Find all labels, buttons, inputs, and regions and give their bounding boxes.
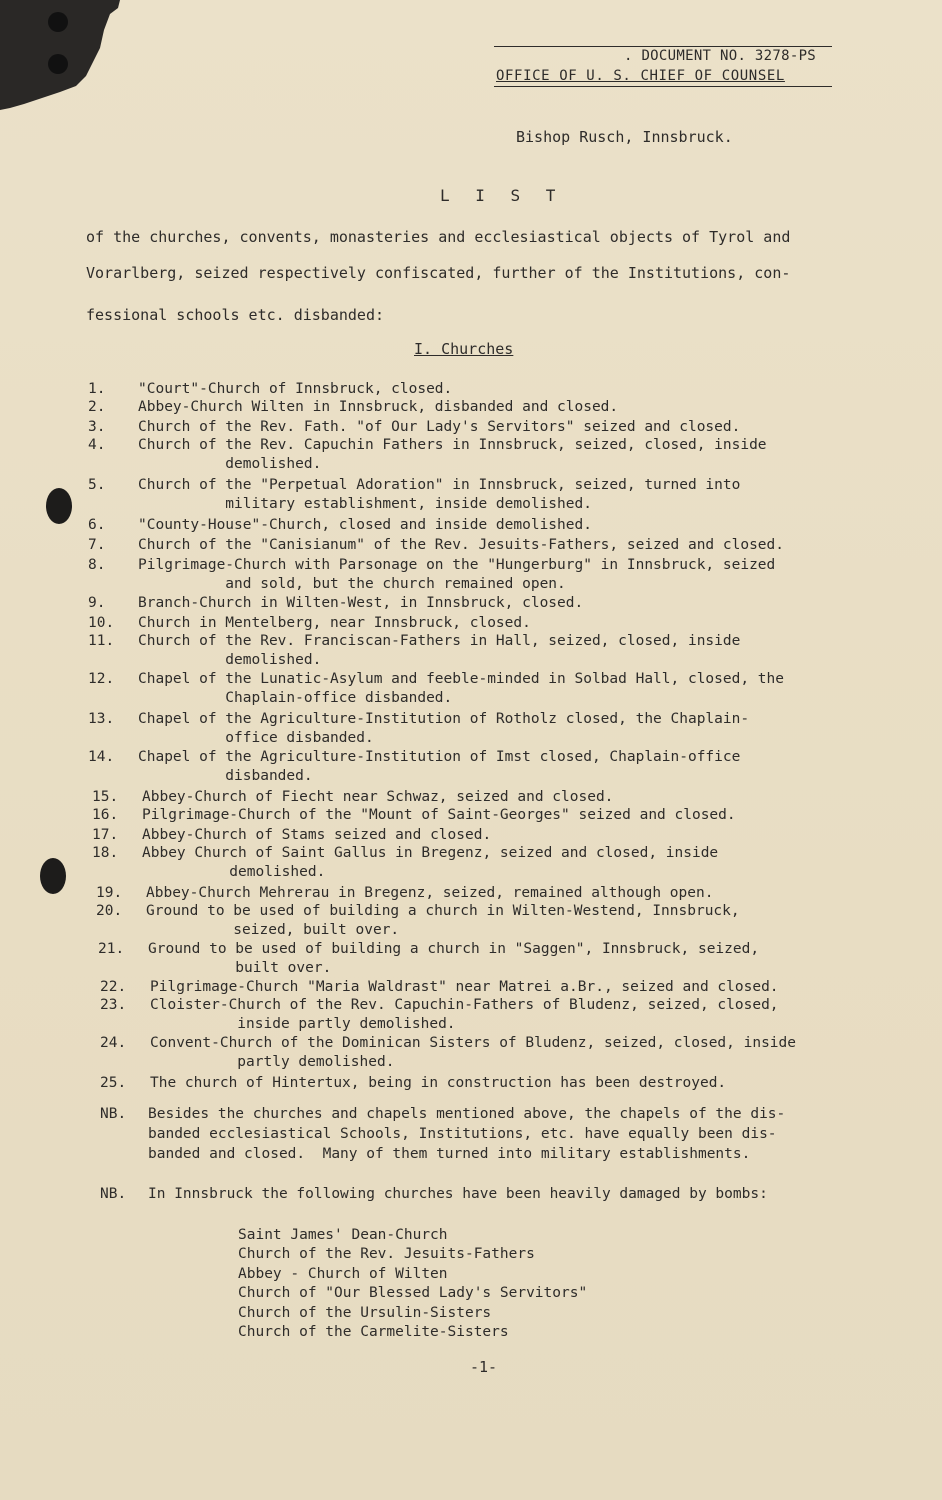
note-label: NB. xyxy=(100,1186,127,1202)
item-number: 20. xyxy=(96,903,123,919)
item-text-line: Pilgrimage-Church of the "Mount of Saint-Georges" seized and closed. xyxy=(142,807,736,823)
item-number: 5. xyxy=(88,477,106,493)
item-text-line: Ground to be used of building a church in "Saggen", Innsbruck, seized, xyxy=(148,941,760,957)
item-text xyxy=(138,670,784,708)
item-text-line: Church of the Rev. Capuchin Fathers in Innsbruck, seized, closed, inside xyxy=(138,437,767,453)
item-number: 23. xyxy=(100,997,127,1013)
item-text-line: demolished. xyxy=(138,456,322,472)
note-text-line: banded ecclesiastical Schools, Institutions, etc. have equally been dis- xyxy=(148,1126,777,1142)
item-text xyxy=(138,556,775,594)
item-number: 12. xyxy=(88,671,115,687)
item-text-line: Chapel of the Lunatic-Asylum and feeble-minded in Solbad Hall, closed, the xyxy=(138,671,785,687)
torn-corner xyxy=(0,0,120,110)
item-text-line: "Court"-Church of Innsbruck, closed. xyxy=(138,381,453,397)
item-number: 18. xyxy=(92,845,119,861)
item-number: 15. xyxy=(92,789,119,805)
intro-line: Vorarlberg, seized respectively confiscated, further of the Institutions, con- xyxy=(86,264,791,282)
item-text-line: Church of the "Canisianum" of the Rev. Jesuits-Fathers, seized and closed. xyxy=(138,537,785,553)
punch-hole xyxy=(46,488,72,524)
item-text xyxy=(138,710,749,748)
list-item: Church of the Carmelite-Sisters xyxy=(238,1324,509,1341)
item-text-line: Chapel of the Agriculture-Institution of Rotholz closed, the Chaplain- xyxy=(138,711,750,727)
item-text-line: partly demolished. xyxy=(150,1054,395,1070)
item-text xyxy=(142,806,736,825)
item-text-line: Cloister-Church of the Rev. Capuchin-Fathers of Bludenz, seized, closed, xyxy=(150,997,779,1013)
divider xyxy=(494,46,832,47)
intro-line: fessional schools etc. disbanded: xyxy=(86,306,385,324)
divider xyxy=(494,86,832,87)
item-number: 2. xyxy=(88,399,106,415)
page-title: L I S T xyxy=(440,186,564,205)
note-text xyxy=(148,1184,768,1204)
item-number: 6. xyxy=(88,517,106,533)
item-text-line: built over. xyxy=(148,960,332,976)
item-text xyxy=(150,1074,726,1093)
damaged-churches-list xyxy=(238,1226,587,1342)
item-text-line: Abbey Church of Saint Gallus in Bregenz, seized and closed, inside xyxy=(142,845,719,861)
item-number: 17. xyxy=(92,827,119,843)
item-number: 8. xyxy=(88,557,106,573)
intro-line: of the churches, convents, monasteries and ecclesiastical objects of Tyrol and xyxy=(86,228,791,246)
item-text-line: Abbey-Church Wilten in Innsbruck, disbanded and closed. xyxy=(138,399,619,415)
item-number: 7. xyxy=(88,537,106,553)
item-number: 25. xyxy=(100,1075,127,1091)
item-text xyxy=(148,940,759,978)
item-text-line: and sold, but the church remained open. xyxy=(138,576,566,592)
item-text-line: demolished. xyxy=(138,652,322,668)
item-text xyxy=(138,748,740,786)
item-text xyxy=(146,884,713,903)
item-text-line: Chaplain-office disbanded. xyxy=(138,690,453,706)
list-item: Church of the Rev. Jesuits-Fathers xyxy=(238,1246,535,1263)
item-text xyxy=(138,476,740,514)
item-number: 16. xyxy=(92,807,119,823)
item-text xyxy=(138,594,583,613)
item-text-line: seized, built over. xyxy=(146,922,400,938)
item-text-line: Abbey-Church of Stams seized and closed. xyxy=(142,827,492,843)
item-text-line: Convent-Church of the Dominican Sisters of Bludenz, seized, closed, inside xyxy=(150,1035,797,1051)
item-number: 21. xyxy=(98,941,125,957)
item-text-line: Chapel of the Agriculture-Institution of Imst closed, Chaplain-office xyxy=(138,749,741,765)
item-number: 11. xyxy=(88,633,115,649)
item-text-line: Church of the Rev. Franciscan-Fathers in Hall, seized, closed, inside xyxy=(138,633,741,649)
page-number: -1- xyxy=(470,1358,498,1376)
item-number: 14. xyxy=(88,749,115,765)
item-text-line: Abbey-Church Mehrerau in Bregenz, seized, remained although open. xyxy=(146,885,714,901)
item-text xyxy=(146,902,740,940)
item-text xyxy=(138,418,740,437)
item-text-line: Abbey-Church of Fiecht near Schwaz, seized and closed. xyxy=(142,789,614,805)
list-item: Abbey - Church of Wilten xyxy=(238,1265,448,1282)
item-text xyxy=(142,826,491,845)
item-text-line: Church of the "Perpetual Adoration" in Innsbruck, seized, turned into xyxy=(138,477,741,493)
note-text-line: banded and closed. Many of them turned into military establishments. xyxy=(148,1146,751,1162)
item-text-line: Pilgrimage-Church with Parsonage on the "Hungerburg" in Innsbruck, seized xyxy=(138,557,776,573)
item-text xyxy=(138,436,767,474)
item-number: 9. xyxy=(88,595,106,611)
list-item: Church of the Ursulin-Sisters xyxy=(238,1304,492,1321)
item-text-line: Ground to be used of building a church in Wilten-Westend, Innsbruck, xyxy=(146,903,740,919)
item-text-line: Pilgrimage-Church "Maria Waldrast" near Matrei a.Br., seized and closed. xyxy=(150,979,779,995)
section-heading: I. Churches xyxy=(414,340,514,358)
item-text-line: military establishment, inside demolished. xyxy=(138,496,592,512)
author-line: Bishop Rusch, Innsbruck. xyxy=(516,128,733,146)
item-text-line: "County-House"-Church, closed and inside demolished. xyxy=(138,517,592,533)
item-text-line: demolished. xyxy=(142,864,326,880)
item-number: 24. xyxy=(100,1035,127,1051)
note-text xyxy=(148,1104,785,1164)
item-text-line: Branch-Church in Wilten-West, in Innsbruck, closed. xyxy=(138,595,584,611)
item-text-line: inside partly demolished. xyxy=(150,1016,456,1032)
item-text-line: disbanded. xyxy=(138,768,313,784)
document-number: . DOCUMENT NO. 3278-PS xyxy=(624,48,817,64)
item-text xyxy=(138,398,618,417)
item-text xyxy=(138,516,592,535)
item-text xyxy=(142,844,718,882)
item-text-line: office disbanded. xyxy=(138,730,374,746)
item-number: 3. xyxy=(88,419,106,435)
item-text-line: Church of the Rev. Fath. "of Our Lady's Servitors" seized and closed. xyxy=(138,419,741,435)
item-text xyxy=(150,996,779,1034)
item-number: 4. xyxy=(88,437,106,453)
list-item: Saint James' Dean-Church xyxy=(238,1227,448,1243)
item-number: 22. xyxy=(100,979,127,995)
item-text-line: Church in Mentelberg, near Innsbruck, closed. xyxy=(138,615,531,631)
item-text xyxy=(138,536,784,555)
note-label: NB. xyxy=(100,1106,127,1122)
item-text xyxy=(142,788,613,807)
item-number: 10. xyxy=(88,615,115,631)
item-number: 19. xyxy=(96,885,123,901)
list-item: Church of "Our Blessed Lady's Servitors" xyxy=(238,1285,588,1302)
item-number: 13. xyxy=(88,711,115,727)
item-text xyxy=(138,380,452,399)
item-number: 1. xyxy=(88,381,106,397)
note-text-line: In Innsbruck the following churches have been heavily damaged by bombs: xyxy=(148,1186,768,1202)
item-text xyxy=(138,614,531,633)
office-heading: OFFICE OF U. S. CHIEF OF COUNSEL xyxy=(496,68,785,84)
item-text-line: The church of Hintertux, being in construction has been destroyed. xyxy=(150,1075,727,1091)
item-text xyxy=(150,978,779,997)
item-text xyxy=(150,1034,796,1072)
note-text-line: Besides the churches and chapels mentioned above, the chapels of the dis- xyxy=(148,1106,786,1122)
punch-hole xyxy=(40,858,66,894)
item-text xyxy=(138,632,740,670)
